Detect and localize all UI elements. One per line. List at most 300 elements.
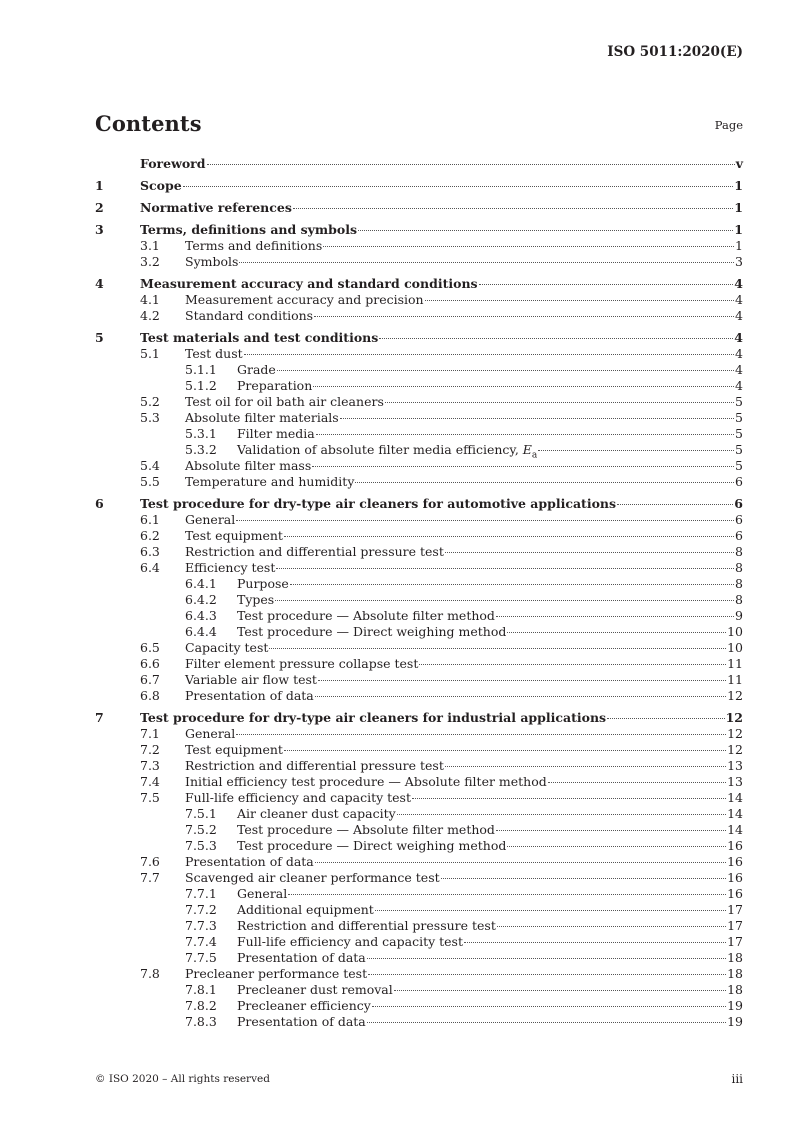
toc-entry-title-text: Scavenged air cleaner performance test — [185, 870, 440, 885]
document-id: ISO 5011:2020(E) — [607, 44, 743, 60]
toc-entry-title — [237, 576, 289, 592]
toc-entry-title — [237, 592, 274, 608]
toc-entry-page: 18 — [727, 966, 743, 981]
toc-entry-number: 5.1.1 — [185, 362, 217, 377]
toc-entry-title-text: Restriction and differential pressure test — [185, 758, 444, 773]
toc-entry-title — [185, 238, 322, 254]
toc-entry-page: 17 — [727, 902, 743, 917]
toc-entry-number: 5.3 — [140, 410, 160, 425]
toc-entry-title-text: Presentation of data — [185, 854, 314, 869]
toc-entry-title-text: Symbols — [185, 254, 239, 269]
toc-entry-number: 7.6 — [140, 854, 160, 869]
table-of-contents — [95, 156, 743, 1030]
toc-entry[interactable] — [95, 292, 743, 308]
toc-entry-number: 7.8.1 — [185, 982, 217, 997]
toc-entry-title-text: Filter media — [237, 426, 315, 441]
dot-leader — [318, 680, 726, 681]
toc-entry-title — [237, 982, 393, 998]
dot-leader — [496, 616, 734, 617]
toc-entry-number: 7.5.3 — [185, 838, 217, 853]
dot-leader — [507, 632, 726, 633]
toc-entry[interactable] — [95, 742, 743, 758]
toc-entry-title-text: Test procedure for dry-type air cleaners for industrial applications — [140, 710, 607, 725]
toc-entry-number: 4.2 — [140, 308, 160, 323]
dot-leader — [269, 648, 726, 649]
toc-entry-title — [185, 560, 275, 576]
dot-leader — [379, 338, 733, 339]
toc-entry-title-text: Precleaner dust removal — [237, 982, 393, 997]
toc-entry[interactable] — [95, 950, 743, 966]
toc-entry[interactable] — [95, 410, 743, 426]
toc-entry-title — [185, 410, 339, 426]
toc-entry-page: 1 — [734, 200, 743, 215]
toc-entry-number: 6.5 — [140, 640, 160, 655]
toc-entry-number: 6.2 — [140, 528, 160, 543]
toc-entry-page: 4 — [735, 378, 743, 393]
dot-leader — [340, 418, 734, 419]
toc-entry-page: 18 — [727, 982, 743, 997]
toc-entry-title — [185, 640, 268, 656]
toc-entry-page: 8 — [735, 544, 743, 559]
toc-entry-title — [185, 308, 313, 324]
toc-entry-title-text: Test procedure — Direct weighing method — [237, 624, 507, 639]
toc-entry[interactable] — [95, 806, 743, 822]
toc-entry-number: 7.8.3 — [185, 1014, 217, 1029]
symbol-e: E — [522, 442, 532, 457]
toc-entry-title — [185, 656, 418, 672]
toc-entry-number: 7.5.2 — [185, 822, 217, 837]
toc-entry-title-text: Test dust — [185, 346, 243, 361]
toc-entry-page: 6 — [735, 474, 743, 489]
toc-entry-title — [237, 918, 496, 934]
dot-leader — [323, 246, 734, 247]
toc-entry-title-text: Measurement accuracy and precision — [185, 292, 424, 307]
toc-entry-page: 18 — [727, 950, 743, 965]
toc-entry-title — [185, 528, 283, 544]
toc-entry-number: 6.4 — [140, 560, 160, 575]
toc-entry-title — [237, 950, 366, 966]
toc-entry-page: 1 — [734, 222, 743, 237]
toc-entry-number: 7.7.3 — [185, 918, 217, 933]
toc-entry-title — [185, 688, 314, 704]
dot-leader — [312, 466, 734, 467]
toc-entry-page: 16 — [727, 838, 743, 853]
toc-entry[interactable] — [95, 688, 743, 704]
toc-entry-title-text: General — [185, 512, 236, 527]
toc-entry-number: 5.1 — [140, 346, 160, 361]
toc-entry-page: 9 — [735, 608, 743, 623]
toc-entry-number: 5.2 — [140, 394, 160, 409]
toc-entry-page: 8 — [735, 576, 743, 591]
toc-entry-page: 4 — [735, 292, 743, 307]
toc-entry-title-text: Precleaner performance test — [185, 966, 368, 981]
toc-entry-title-text: Initial efficiency test procedure — Absolute filter method — [185, 774, 547, 789]
dot-leader — [394, 990, 726, 991]
toc-entry[interactable] — [95, 838, 743, 854]
toc-entry-number: 6.4.2 — [185, 592, 217, 607]
page-title: Contents — [95, 111, 202, 136]
toc-entry-title — [185, 854, 314, 870]
toc-entry-title-text: Full-life efficiency and capacity test — [237, 934, 463, 949]
toc-entry-number: 5.5 — [140, 474, 160, 489]
toc-entry-title — [185, 790, 411, 806]
toc-entry-title — [140, 710, 606, 726]
toc-entry-title — [140, 156, 206, 172]
dot-leader — [397, 814, 726, 815]
toc-entry[interactable] — [95, 640, 743, 656]
dot-leader — [207, 164, 735, 165]
toc-entry-title-text: Test equipment — [185, 528, 283, 543]
dot-leader — [445, 766, 726, 767]
toc-entry[interactable] — [95, 758, 743, 774]
toc-entry[interactable] — [95, 790, 743, 806]
toc-entry-title — [185, 966, 367, 982]
toc-entry-page: 5 — [735, 426, 743, 441]
toc-entry[interactable] — [95, 576, 743, 592]
toc-entry-number: 6.4.4 — [185, 624, 217, 639]
dot-leader — [607, 718, 725, 719]
toc-entry-page: 13 — [727, 774, 743, 789]
toc-entry-title — [237, 378, 312, 394]
toc-entry-title — [140, 330, 378, 346]
dot-leader — [239, 262, 734, 263]
toc-entry-number: 7.8 — [140, 966, 160, 981]
toc-entry-page: 16 — [727, 854, 743, 869]
toc-entry[interactable] — [95, 442, 743, 461]
toc-entry-page: 17 — [727, 918, 743, 933]
toc-entry-page: 16 — [727, 870, 743, 885]
toc-entry-number: 7.1 — [140, 726, 160, 741]
toc-entry[interactable] — [95, 308, 743, 324]
toc-entry-page: 10 — [727, 640, 743, 655]
toc-entry-title-text: Test procedure — Absolute filter method — [237, 822, 495, 837]
toc-entry-page: 4 — [735, 308, 743, 323]
dot-leader — [538, 450, 734, 451]
toc-entry-number: 6 — [95, 496, 104, 511]
dot-leader — [244, 354, 734, 355]
toc-entry-title — [185, 346, 243, 362]
toc-entry-page: 6 — [734, 496, 743, 511]
dot-leader — [276, 568, 734, 569]
toc-entry-number: 6.7 — [140, 672, 160, 687]
toc-entry-title — [237, 838, 506, 854]
toc-entry-page: 13 — [727, 758, 743, 773]
toc-entry-page: 12 — [727, 742, 743, 757]
toc-entry-title-text: Additional equipment — [237, 902, 374, 917]
dot-leader — [315, 862, 726, 863]
dot-leader — [385, 402, 734, 403]
dot-leader — [315, 696, 726, 697]
toc-entry-title — [140, 200, 292, 216]
toc-entry-number: 5.3.2 — [185, 442, 217, 457]
toc-entry-number: 7.7 — [140, 870, 160, 885]
toc-entry-title-text: Test procedure — Direct weighing method — [237, 838, 507, 853]
toc-entry[interactable] — [95, 672, 743, 688]
toc-entry-title — [185, 742, 283, 758]
toc-entry[interactable] — [95, 156, 743, 172]
toc-entry-number: 7.7.5 — [185, 950, 217, 965]
toc-entry-number: 4 — [95, 276, 104, 291]
toc-entry[interactable] — [95, 544, 743, 560]
toc-entry-title — [185, 870, 440, 886]
toc-entry-title — [185, 254, 238, 270]
toc-entry-number: 7.7.2 — [185, 902, 217, 917]
toc-entry-title — [185, 726, 235, 742]
toc-entry-page: 8 — [735, 560, 743, 575]
toc-entry-page: 1 — [735, 238, 743, 253]
toc-entry-title — [237, 822, 495, 838]
toc-entry-page: 5 — [735, 394, 743, 409]
toc-entry[interactable] — [95, 560, 743, 576]
toc-entry[interactable] — [95, 982, 743, 998]
toc-entry-number: 7.2 — [140, 742, 160, 757]
toc-entry-page: 4 — [735, 362, 743, 377]
toc-entry[interactable] — [95, 528, 743, 544]
toc-entry-number: 6.3 — [140, 544, 160, 559]
toc-entry-title-text: Purpose — [237, 576, 289, 591]
toc-entry[interactable] — [95, 886, 743, 902]
dot-leader — [355, 482, 734, 483]
toc-entry-title-text: Presentation of data — [237, 1014, 366, 1029]
toc-entry[interactable] — [95, 378, 743, 394]
dot-leader — [375, 910, 726, 911]
toc-entry-title-text: Absolute filter materials — [185, 410, 339, 425]
dot-leader — [445, 552, 734, 553]
dot-leader — [275, 600, 734, 601]
toc-entry-number: 7.7.1 — [185, 886, 217, 901]
toc-entry-title — [237, 624, 506, 640]
toc-entry[interactable] — [95, 346, 743, 362]
toc-entry[interactable] — [95, 426, 743, 442]
toc-entry-number: 6.1 — [140, 512, 160, 527]
page-column-label: Page — [714, 118, 743, 132]
toc-entry-page: 6 — [735, 528, 743, 543]
toc-entry-page: 19 — [727, 1014, 743, 1029]
toc-entry-page: 5 — [735, 458, 743, 473]
toc-entry-title-text: Restriction and differential pressure test — [185, 544, 444, 559]
toc-entry-title — [237, 902, 374, 918]
toc-entry-title-text: Test materials and test conditions — [140, 330, 379, 345]
toc-entry-page: 14 — [727, 790, 743, 805]
toc-entry-title — [237, 806, 396, 822]
toc-entry[interactable] — [95, 624, 743, 640]
toc-entry-number: 4.1 — [140, 292, 160, 307]
toc-entry-title — [185, 512, 235, 528]
toc-entry[interactable] — [95, 178, 743, 194]
toc-entry[interactable] — [95, 822, 743, 838]
toc-entry-page: 8 — [735, 592, 743, 607]
toc-entry-page: 10 — [727, 624, 743, 639]
toc-entry-title — [237, 1014, 366, 1030]
dot-leader — [497, 926, 726, 927]
toc-entry-title-text: Capacity test — [185, 640, 269, 655]
toc-entry-number: 7.5 — [140, 790, 160, 805]
toc-entry-number: 7 — [95, 710, 104, 725]
toc-entry-title-text: Efficiency test — [185, 560, 276, 575]
toc-entry-page: 11 — [727, 656, 743, 671]
toc-entry-page: 4 — [734, 276, 743, 291]
toc-entry-title — [237, 362, 276, 378]
dot-leader — [293, 208, 733, 209]
toc-entry-number: 3.2 — [140, 254, 160, 269]
toc-entry[interactable] — [95, 330, 743, 346]
toc-entry[interactable] — [95, 200, 743, 216]
toc-entry-number: 1 — [95, 178, 104, 193]
toc-entry-number: 6.6 — [140, 656, 160, 671]
toc-entry-page: 4 — [735, 346, 743, 361]
toc-entry[interactable] — [95, 362, 743, 378]
toc-entry-number: 7.8.2 — [185, 998, 217, 1013]
dot-leader — [368, 974, 726, 975]
toc-entry-title-text: Terms, definitions and symbols — [140, 222, 357, 237]
copyright-notice: © ISO 2020 – All rights reserved — [95, 1073, 270, 1085]
toc-entry[interactable] — [95, 276, 743, 292]
toc-entry[interactable] — [95, 474, 743, 490]
toc-entry-number: 5.3.1 — [185, 426, 217, 441]
toc-entry-page: 14 — [727, 806, 743, 821]
toc-entry-title-text: Presentation of data — [185, 688, 314, 703]
toc-entry-title — [185, 394, 384, 410]
toc-entry-title — [140, 178, 182, 194]
dot-leader — [464, 942, 726, 943]
dot-leader — [313, 386, 734, 387]
toc-entry-title-text: Measurement accuracy and standard conditions — [140, 276, 478, 291]
dot-leader — [496, 830, 726, 831]
toc-entry[interactable] — [95, 934, 743, 950]
toc-entry[interactable] — [95, 774, 743, 790]
toc-entry[interactable] — [95, 870, 743, 886]
toc-entry-title-text: Air cleaner dust capacity — [237, 806, 396, 821]
toc-entry-title-text: Restriction and differential pressure test — [237, 918, 496, 933]
toc-entry-title-text: Terms and definitions — [185, 238, 323, 253]
toc-entry[interactable] — [95, 254, 743, 270]
toc-entry[interactable] — [95, 222, 743, 238]
toc-entry[interactable] — [95, 656, 743, 672]
toc-entry-page: 11 — [727, 672, 743, 687]
toc-entry[interactable] — [95, 854, 743, 870]
toc-entry-number: 6.4.1 — [185, 576, 217, 591]
dot-leader — [284, 536, 734, 537]
toc-entry-title — [140, 222, 357, 238]
toc-entry-page: 5 — [735, 442, 743, 457]
toc-entry-title-text: Precleaner efficiency — [237, 998, 371, 1013]
toc-entry-title-text: Test procedure for dry-type air cleaners for automotive applications — [140, 496, 617, 511]
toc-entry-title-text: General — [185, 726, 236, 741]
dot-leader — [548, 782, 726, 783]
toc-entry[interactable] — [95, 918, 743, 934]
toc-entry-page: 3 — [735, 254, 743, 269]
toc-entry-title-text: Preparation — [237, 378, 313, 393]
toc-entry-title — [237, 886, 287, 902]
toc-entry-title-text: Test oil for oil bath air cleaners — [185, 394, 384, 409]
dot-leader — [425, 300, 734, 301]
toc-entry[interactable] — [95, 710, 743, 726]
toc-entry[interactable] — [95, 394, 743, 410]
toc-entry-page: v — [735, 156, 743, 171]
toc-entry-title — [185, 758, 444, 774]
toc-entry-number: 7.4 — [140, 774, 160, 789]
toc-entry-number: 5.1.2 — [185, 378, 217, 393]
toc-entry-page: 5 — [735, 410, 743, 425]
toc-entry[interactable] — [95, 608, 743, 624]
dot-leader — [290, 584, 734, 585]
dot-leader — [617, 504, 733, 505]
toc-entry[interactable] — [95, 512, 743, 528]
toc-entry-title — [185, 474, 354, 490]
toc-entry-page: 14 — [727, 822, 743, 837]
toc-entry-title — [237, 608, 495, 624]
toc-entry[interactable] — [95, 902, 743, 918]
toc-entry-number: 3 — [95, 222, 104, 237]
toc-entry-number: 7.7.4 — [185, 934, 217, 949]
dot-leader — [507, 846, 726, 847]
toc-entry[interactable] — [95, 1014, 743, 1030]
toc-entry-title-text: Absolute filter mass — [185, 458, 312, 473]
toc-entry-title-text: General — [237, 886, 288, 901]
dot-leader — [284, 750, 726, 751]
toc-entry-number: 6.8 — [140, 688, 160, 703]
toc-entry[interactable] — [95, 998, 743, 1014]
toc-entry-page: 17 — [727, 934, 743, 949]
toc-entry-page: 19 — [727, 998, 743, 1013]
dot-leader — [236, 734, 726, 735]
toc-entry-title-text: Test procedure — Absolute filter method — [237, 608, 495, 623]
dot-leader — [358, 230, 733, 231]
toc-entry-title-text: Grade — [237, 362, 276, 377]
dot-leader — [367, 958, 726, 959]
toc-entry-number: 3.1 — [140, 238, 160, 253]
toc-entry-page: 6 — [735, 512, 743, 527]
toc-entry-title-text: Scope — [140, 178, 182, 193]
dot-leader — [316, 434, 734, 435]
toc-entry[interactable] — [95, 238, 743, 254]
dot-leader — [288, 894, 726, 895]
dot-leader — [479, 284, 734, 285]
toc-entry-title — [185, 458, 311, 474]
toc-entry[interactable] — [95, 966, 743, 982]
toc-entry-title-text: Full-life efficiency and capacity test — [185, 790, 411, 805]
toc-entry-title — [237, 998, 371, 1014]
dot-leader — [183, 186, 734, 187]
dot-leader — [372, 1006, 726, 1007]
toc-entry-title — [237, 934, 463, 950]
toc-entry[interactable] — [95, 592, 743, 608]
toc-entry[interactable] — [95, 726, 743, 742]
toc-entry-number: 5.4 — [140, 458, 160, 473]
toc-entry-title — [185, 672, 317, 688]
toc-entry-title-text: Filter element pressure collapse test — [185, 656, 419, 671]
toc-entry-title — [237, 426, 315, 442]
toc-entry[interactable] — [95, 496, 743, 512]
toc-entry-number: 5 — [95, 330, 104, 345]
toc-entry-number: 2 — [95, 200, 104, 215]
toc-entry-number: 7.3 — [140, 758, 160, 773]
toc-entry-title-text: Presentation of data — [237, 950, 366, 965]
toc-entry-number: 6.4.3 — [185, 608, 217, 623]
dot-leader — [277, 370, 734, 371]
toc-entry-title — [185, 774, 547, 790]
toc-entry-title-text: Foreword — [140, 156, 206, 171]
toc-entry-title-text: Validation of absolute filter media efficiency, E — [237, 442, 532, 457]
toc-entry-page: 16 — [727, 886, 743, 901]
toc-entry-title-text: Normative references — [140, 200, 292, 215]
dot-leader — [419, 664, 726, 665]
dot-leader — [236, 520, 734, 521]
dot-leader — [412, 798, 726, 799]
toc-entry-title-text: Test equipment — [185, 742, 283, 757]
toc-entry-title — [140, 276, 478, 292]
page-number: iii — [731, 1072, 743, 1086]
